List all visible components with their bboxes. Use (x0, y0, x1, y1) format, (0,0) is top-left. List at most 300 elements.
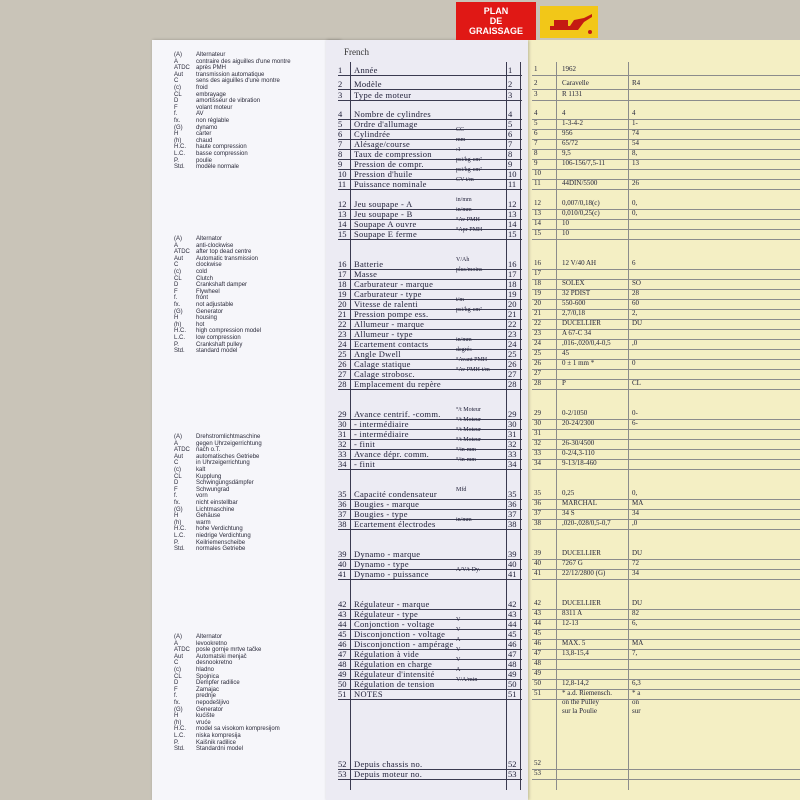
data-row-number: 42 (534, 599, 541, 607)
row-label: Cylindrée (354, 129, 391, 139)
row-label: Régulation à vide (354, 649, 420, 659)
data-value-col1: 4 (562, 109, 566, 117)
legend-abbr: A (174, 440, 179, 447)
legend-text: automatisches Getriebe (196, 453, 260, 460)
row-label: Ordre d'allumage (354, 119, 418, 129)
row-number-right: 23 (508, 329, 517, 339)
logo-line-3: GRAISSAGE (468, 26, 523, 36)
legend-abbr: (A) (174, 634, 182, 640)
data-value-col1: 26-30/4500 (562, 439, 595, 447)
row-number-right: 1 (508, 65, 513, 75)
row-number-right: 39 (508, 549, 517, 559)
legend-text: Kaišnik radilice (196, 739, 237, 746)
legend-text: Crankshaft damper (196, 282, 248, 289)
row-unit: psi/kg-cm² (456, 307, 482, 313)
legend-abbr: H (174, 513, 179, 520)
spec-row (338, 669, 526, 679)
row-number-right: 15 (508, 229, 517, 239)
row-label: - finit (354, 439, 376, 449)
data-value-col1: 2,7/0,18 (562, 309, 585, 317)
legend-row (174, 441, 334, 448)
row-number-right: 13 (508, 209, 517, 219)
legend-text: Keilriemenscheibe (196, 539, 246, 546)
spec-row (338, 119, 526, 129)
data-value-col1: 9-13/18-460 (562, 459, 597, 467)
legend-row (174, 315, 334, 322)
legend-text: not adjustable (196, 301, 234, 308)
legend-text: Alternator (196, 236, 223, 242)
legend-text: hot (196, 321, 205, 328)
row-label: Taux de compression (354, 149, 432, 159)
row-number: 24 (338, 339, 347, 349)
data-value-col2: DU (632, 549, 643, 557)
row-number-right: 19 (508, 289, 517, 299)
data-row-number: 15 (534, 229, 541, 237)
row-unit: Mfd (456, 487, 467, 493)
data-row-number: 10 (534, 169, 541, 177)
legend-abbr: P. (174, 157, 179, 164)
data-row-number: 7 (534, 139, 538, 147)
row-number: 18 (338, 279, 347, 289)
data-row-number: 14 (534, 219, 541, 227)
row-number-right: 38 (508, 519, 517, 529)
row-rule (338, 699, 522, 700)
row-label: Pression d'huile (354, 169, 413, 179)
data-value-col1: SOLEX (562, 279, 585, 287)
row-number-right: 34 (508, 459, 517, 469)
legend-row (174, 693, 334, 700)
data-row-number: 13 (534, 209, 541, 217)
legend-text: model sa visokom kompresijom (196, 726, 280, 733)
data-row-number: 1 (534, 65, 538, 73)
row-number: 32 (338, 439, 347, 449)
legend-row (174, 78, 334, 85)
row-number: 40 (338, 559, 347, 569)
row-number-right: 5 (508, 119, 513, 129)
legend-abbr: Std. (174, 348, 185, 355)
data-value-col1: on the Pulley (562, 698, 599, 706)
data-row-number: 36 (534, 499, 541, 507)
row-number-right: 28 (508, 379, 517, 389)
legend-row (174, 647, 334, 654)
data-value-col1: 0,010/0,25(c) (562, 209, 600, 217)
row-number: 17 (338, 269, 347, 279)
data-row-number: 28 (534, 379, 541, 387)
row-unit: A/V/t-Dy. (456, 567, 481, 573)
legend-text: dynamo (196, 124, 218, 131)
legend-abbr: A (174, 640, 179, 647)
data-value-col2: 13 (632, 159, 639, 167)
row-unit: :1 (456, 147, 461, 153)
data-row-number: 21 (534, 309, 541, 317)
row-label: Emplacement du repère (354, 379, 442, 389)
legend-group (174, 236, 334, 355)
data-value-col2: 4 (632, 109, 636, 117)
row-unit: °/in-mm (456, 457, 477, 463)
row-number-right: 43 (508, 609, 517, 619)
row-unit: mm (456, 137, 466, 143)
data-row-rule (532, 629, 800, 630)
legend-abbr: L.C. (174, 334, 186, 341)
row-number: 23 (338, 329, 347, 339)
legend-abbr: H (174, 131, 179, 138)
legend-row (174, 236, 334, 243)
legend-text: front (196, 295, 209, 302)
legend-abbr: H.C. (174, 328, 186, 335)
row-rule (338, 469, 522, 470)
legend-abbr: (c) (174, 84, 181, 91)
row-label: Disconjonction - voltage (354, 629, 446, 639)
row-unit: °/t Moteur (456, 427, 481, 433)
row-number: 20 (338, 299, 347, 309)
legend-abbr: fx. (174, 499, 181, 506)
row-number-right: 50 (508, 679, 517, 689)
legend-abbr: P. (174, 539, 179, 546)
legend-row (174, 480, 334, 487)
row-number: 43 (338, 609, 347, 619)
spec-row (338, 65, 526, 75)
row-label: NOTES (354, 689, 383, 699)
row-number-right: 47 (508, 649, 517, 659)
legend-abbr: D (174, 98, 179, 105)
legend-text: prednje (196, 693, 217, 700)
row-unit: °/in-mm (456, 447, 477, 453)
row-number: 1 (338, 65, 343, 75)
data-value-col1: DUCELLIER (562, 599, 601, 607)
data-value-col2: 1- (632, 119, 638, 127)
legend-abbr: (c) (174, 466, 181, 473)
data-row-rule (532, 239, 800, 240)
legend-abbr: C (174, 460, 179, 467)
data-row-number: 6 (534, 129, 538, 137)
legend-text: posle gornje mrtve tačke (196, 647, 262, 654)
legend-row (174, 533, 334, 540)
spec-row (338, 689, 526, 699)
legend-abbr: CL (174, 673, 182, 680)
data-value-col1: 10 (562, 229, 569, 237)
row-number-right: 53 (508, 769, 517, 779)
legend-text: Automatski menjač (196, 653, 247, 660)
legend-row (174, 131, 334, 138)
legend-abbr: C (174, 660, 179, 667)
legend-abbr: (A) (174, 52, 182, 58)
row-number-right: 11 (508, 179, 517, 189)
legend-abbr: A (174, 58, 179, 65)
legend-row (174, 289, 334, 296)
data-value-col1: 44DIN/5500 (562, 179, 598, 187)
data-row-number: 5 (534, 119, 538, 127)
legend-text: after top dead centre (196, 249, 252, 256)
data-value-col1: 13,8-15,4 (562, 649, 589, 657)
spec-row (338, 629, 526, 639)
spec-row (338, 90, 526, 100)
legend-abbr: L.C. (174, 532, 186, 539)
legend-text: haute compression (196, 144, 247, 151)
legend-abbr: fx. (174, 301, 181, 308)
data-value-col1: 106-156/7,5-11 (562, 159, 606, 167)
row-rule (338, 189, 522, 190)
row-number: 30 (338, 419, 347, 429)
row-unit: °Avant PMH (456, 357, 488, 363)
row-number: 51 (338, 689, 347, 699)
row-label: Conjonction - voltage (354, 619, 435, 629)
row-label: Bougies - type (354, 509, 408, 519)
data-value-col2: 72 (632, 559, 639, 567)
row-number: 48 (338, 659, 347, 669)
row-number: 22 (338, 319, 347, 329)
spec-row (338, 209, 526, 219)
legend-text: non réglable (196, 117, 230, 124)
row-unit: in/mm (456, 517, 472, 523)
row-label: Allumeur - type (354, 329, 413, 339)
row-unit: A (456, 637, 461, 643)
data-value-col1: 1-3-4-2 (562, 119, 583, 127)
legend-text: chaud (196, 137, 213, 144)
row-label: Capacité condensateur (354, 489, 437, 499)
data-value-col1: DUCELLIER (562, 549, 601, 557)
row-number-right: 12 (508, 199, 517, 209)
data-row-number: 17 (534, 269, 541, 277)
legend-abbr: Std. (174, 746, 185, 753)
spec-row (338, 219, 526, 229)
legend-abbr: ATDC (174, 447, 190, 454)
data-value-col2: 6,3 (632, 679, 641, 687)
spec-row (338, 759, 526, 769)
data-value-col2: 8, (632, 149, 638, 157)
data-row-number: 29 (534, 409, 541, 417)
data-row-number: 11 (534, 179, 541, 187)
data-value-col1: 12-13 (562, 619, 579, 627)
data-row-rule (532, 219, 800, 220)
row-unit: °Av PMH-t/m (456, 367, 490, 373)
legend-text: warm (196, 519, 211, 526)
data-value-col1: 0-2/4,3-110 (562, 449, 595, 457)
data-value-col2: 6- (632, 419, 638, 427)
row-number-right: 22 (508, 319, 517, 329)
legend-row (174, 733, 334, 740)
row-unit: degrés (456, 347, 472, 353)
legend-text: nepodešljivo (196, 699, 230, 706)
row-unit: °Av PMH (456, 217, 480, 223)
row-number: 6 (338, 129, 343, 139)
legend-abbr: fx. (174, 117, 181, 124)
legend-abbr: Aut (174, 653, 184, 660)
row-number-right: 40 (508, 559, 517, 569)
legend-abbr: (G) (174, 308, 183, 315)
data-row-rule (532, 100, 800, 101)
legend-text: embrayage (196, 91, 227, 98)
legend-row (174, 164, 334, 171)
legend-text: Lichtmaschine (196, 506, 235, 513)
spec-row (338, 409, 526, 419)
row-number: 4 (338, 109, 343, 119)
spec-row (338, 129, 526, 139)
spec-row (338, 449, 526, 459)
row-label: Régulateur - marque (354, 599, 430, 609)
data-row-rule (532, 269, 800, 270)
legend-abbr: F (174, 104, 178, 111)
data-value-col1: 22/12/2800 (G) (562, 569, 606, 577)
legend-text: sens des aiguilles d'une montre (196, 78, 280, 85)
row-label: Régulateur - type (354, 609, 419, 619)
legend-text: après PMH (196, 65, 227, 72)
row-unit: t/m (456, 297, 465, 303)
legend-text: transmission automatique (196, 71, 265, 78)
legend-row (174, 520, 334, 527)
row-number: 7 (338, 139, 343, 149)
data-value-col2: MA (632, 499, 644, 507)
spec-row (338, 679, 526, 689)
legend-abbr: C (174, 78, 179, 85)
legend-row (174, 144, 334, 151)
legend-row (174, 746, 334, 753)
data-row-number: 22 (534, 319, 541, 327)
data-value-col1: 8311 A (562, 609, 583, 617)
data-row-rule (532, 469, 800, 470)
data-value-col2: ,0 (632, 339, 638, 347)
legend-row (174, 342, 334, 349)
row-label: Disconjonction - ampérage (354, 639, 454, 649)
legend-text: hladno (196, 666, 215, 673)
row-label: Carburateur - marque (354, 279, 434, 289)
row-label: Pression pompe ess. (354, 309, 429, 319)
data-value-col1: MAX. 5 (562, 639, 586, 647)
legend-text: amortisseur de vibration (196, 98, 261, 105)
row-number-right: 2 (508, 79, 513, 89)
legend-text: Alternator (196, 634, 223, 640)
row-number-right: 36 (508, 499, 517, 509)
legend-abbr: H.C. (174, 144, 186, 151)
data-row-number: 25 (534, 349, 541, 357)
spec-row (338, 279, 526, 289)
legend-text: cold (196, 268, 208, 275)
row-label: Ecartement contacts (354, 339, 429, 349)
data-value-col2: R4 (632, 79, 641, 87)
legend-abbr: f. (174, 493, 178, 500)
row-label: - intermédiaire (354, 429, 409, 439)
row-number-right: 35 (508, 489, 517, 499)
legend-row (174, 52, 334, 59)
plan-de-graissage-logo (456, 2, 536, 40)
logo-line-1: PLAN (483, 6, 509, 16)
legend-row (174, 434, 334, 441)
data-row-number: 9 (534, 159, 538, 167)
data-row-rule (532, 229, 800, 230)
row-number: 39 (338, 549, 347, 559)
legend-text: Zamajac (196, 686, 220, 693)
data-column-rule (556, 62, 557, 790)
row-label: Régulateur d'intensité (354, 669, 435, 679)
row-label: - finit (354, 459, 376, 469)
row-unit: °/t Moteur (456, 437, 481, 443)
legend-group (174, 634, 334, 753)
data-row-number: 50 (534, 679, 541, 687)
row-unit: psi/kg-cm² (456, 157, 482, 163)
legend-row (174, 660, 334, 667)
legend-row (174, 262, 334, 269)
legend-text: Schwingungsdämpfer (196, 480, 254, 487)
row-label: Jeu soupape - B (354, 209, 413, 219)
data-value-col1: 45 (562, 349, 569, 357)
row-rule (338, 389, 522, 390)
data-value-col1: 32 PDIST (562, 289, 591, 297)
legend-text: desnookretno (196, 660, 233, 667)
data-column-rule (628, 62, 629, 790)
legend-abbr: f. (174, 111, 178, 118)
row-unit: °/t Moteur (456, 417, 481, 423)
row-number: 8 (338, 149, 343, 159)
spec-row (338, 429, 526, 439)
data-value-col2: 6 (632, 259, 636, 267)
legend-row (174, 85, 334, 92)
legend-abbr: ATDC (174, 249, 190, 256)
row-rule (338, 75, 522, 76)
data-row-rule (532, 429, 800, 430)
legend-row (174, 92, 334, 99)
row-number-right: 24 (508, 339, 517, 349)
spec-row (338, 79, 526, 89)
row-rule (338, 579, 522, 580)
legend-abbr: CL (174, 275, 182, 282)
row-number: 41 (338, 569, 347, 579)
legend-text: nach o.T. (196, 447, 221, 454)
legend-text: high compression model (196, 328, 262, 335)
row-number-right: 49 (508, 669, 517, 679)
row-label: Avance dépr. comm. (354, 449, 430, 459)
data-row-number: 30 (534, 419, 541, 427)
row-unit: in/mm (456, 197, 472, 203)
legend-text: vruće (196, 719, 211, 726)
data-value-col2: 60 (632, 299, 639, 307)
data-row-rule (532, 379, 800, 380)
data-value-col2: SO (632, 279, 641, 287)
spec-row (338, 269, 526, 279)
row-number: 12 (338, 199, 347, 209)
legend-row (174, 243, 334, 250)
data-row-number: 33 (534, 449, 541, 457)
row-number-right: 29 (508, 409, 517, 419)
row-number-right: 17 (508, 269, 517, 279)
data-value-col1: 34 S (562, 509, 575, 517)
data-value-col2: 0, (632, 489, 638, 497)
spec-row (338, 549, 526, 559)
data-value-col1: 12,8-14,2 (562, 679, 589, 687)
column-rule (520, 62, 521, 790)
row-label: Année (354, 65, 378, 75)
row-number-right: 26 (508, 359, 517, 369)
legend-abbr: D (174, 282, 179, 289)
row-number: 52 (338, 759, 347, 769)
row-number-right: 8 (508, 149, 513, 159)
legend-row (174, 309, 334, 316)
data-row-number: 20 (534, 299, 541, 307)
row-number: 26 (338, 359, 347, 369)
legend-abbr: Std. (174, 164, 185, 171)
spec-row (338, 639, 526, 649)
data-row-rule (532, 769, 800, 770)
legend-row (174, 348, 334, 355)
data-value-col2: 7, (632, 649, 638, 657)
spec-row (338, 419, 526, 429)
legend-row (174, 460, 334, 467)
spec-row (338, 359, 526, 369)
data-value-col2: 54 (632, 139, 639, 147)
spec-row (338, 229, 526, 239)
row-number: 35 (338, 489, 347, 499)
spec-row (338, 339, 526, 349)
legend-text: niedrige Verdichtung (196, 532, 251, 539)
data-value-col1: 65/72 (562, 139, 578, 147)
